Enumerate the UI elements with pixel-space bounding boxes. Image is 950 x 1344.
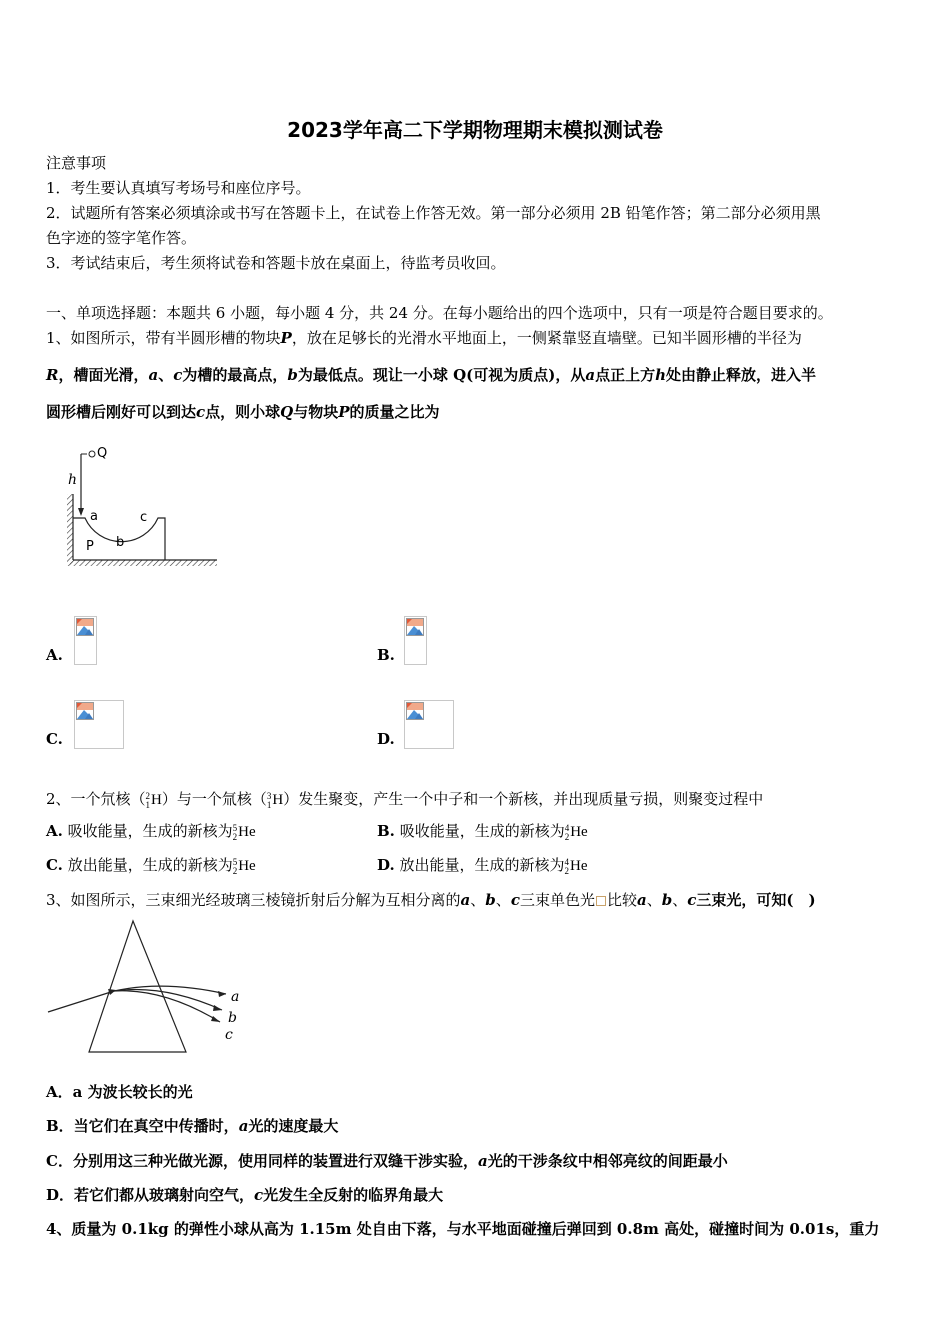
broken-image-icon xyxy=(406,702,424,720)
q1-text: 1、如图所示，带有半圆形槽的物块 xyxy=(46,329,281,347)
q1-option-b[interactable]: B. xyxy=(377,646,395,664)
q1-var-a: a xyxy=(148,366,159,384)
q1-text: 的质量之比为 xyxy=(349,403,440,421)
q2-text: ）发生聚变，产生一个中子和一个新核，并出现质量亏损，则聚变过程中 xyxy=(283,790,764,808)
label-Q: Q xyxy=(97,446,108,461)
q1-line-1 xyxy=(46,327,802,348)
ground-hatch xyxy=(70,560,217,566)
q4-stem: 4、质量为 0.1kg 的弹性小球从高为 1.15m 处自由下落，与水平地面碰撞后弹回到 0.8m 高处，碰撞时间为 0.01s，重力 xyxy=(46,1220,880,1238)
q1-text: 圆形槽后刚好可以到达 xyxy=(46,403,197,421)
q1-var-b: b xyxy=(287,366,298,384)
q3-stem: 3、如图所示，三束细光经玻璃三棱镜折射后分解为互相分离的a、b、c三束单色光 比较a、b、c三束光，可知( ) xyxy=(46,891,816,909)
q1-option-d-image xyxy=(404,700,454,749)
q1-option-a-image xyxy=(74,616,97,665)
deuteron-symbol: 2 1 H xyxy=(145,790,162,810)
q3-text: 三束光，可知( ) xyxy=(696,891,816,909)
q2-text: ）与一个氚核（ xyxy=(161,790,267,808)
helium-symbol: 5 2 He xyxy=(232,856,256,876)
label-b: b xyxy=(228,1010,237,1026)
q1-option-a[interactable]: A. xyxy=(46,646,63,664)
q1-text: ，槽面光滑， xyxy=(58,366,149,384)
q1-var-c: c xyxy=(173,366,183,384)
q1-var-P: P xyxy=(280,329,292,347)
q1-option-b-image xyxy=(404,616,427,665)
q1-text: 为最低点。现让一小球 Q(可视为质点)，从 xyxy=(297,366,586,384)
q2-option-b[interactable]: B. 吸收能量，生成的新核为 4 2 He xyxy=(377,822,588,842)
label-c: c xyxy=(225,1027,233,1043)
wall-hatch xyxy=(67,494,73,566)
label-P: P xyxy=(86,539,94,554)
q1-var-c: c xyxy=(196,403,206,421)
q2-stem xyxy=(46,788,763,810)
broken-image-icon xyxy=(76,618,94,636)
label-a: a xyxy=(231,989,240,1005)
q2-text: 2、一个氘核（ xyxy=(46,790,146,808)
q1-var-Q: Q xyxy=(280,403,294,421)
q1-text: ，放在足够长的光滑水平地面上，一侧紧靠竖直墙壁。已知半圆形槽的半径为 xyxy=(291,329,802,347)
q1-option-c[interactable]: C. xyxy=(46,730,63,748)
q1-text: 与物块 xyxy=(293,403,339,421)
q1-option-d[interactable]: D. xyxy=(377,730,395,748)
q1-option-c-image xyxy=(74,700,124,749)
helium-symbol: 4 2 He xyxy=(564,856,588,876)
q2-option-c[interactable]: C. 放出能量，生成的新核为 5 2 He xyxy=(46,856,256,876)
q1-var-a: a xyxy=(585,366,596,384)
notice-item-1: 1．考生要认真填写考场号和座位序号。 xyxy=(46,179,311,197)
broken-image-icon xyxy=(596,896,606,906)
q1-text: 为槽的最高点， xyxy=(182,366,288,384)
q2-option-a[interactable]: A. 吸收能量，生成的新核为 5 2 He xyxy=(46,822,256,842)
notice-item-2: 2．试题所有答案必须填涂或书写在答题卡上，在试卷上作答无效。第一部分必须用 2B 铅笔作答；第二部分必须用黑 xyxy=(46,204,821,222)
notice-item-3: 3．考试结束后，考生须将试卷和答题卡放在桌面上，待监考员收回。 xyxy=(46,254,506,272)
label-c: c xyxy=(140,510,148,525)
helium-symbol: 4 2 He xyxy=(564,822,588,842)
q3-option-b[interactable]: B．当它们在真空中传播时，a光的速度最大 xyxy=(46,1117,339,1135)
q1-line-2 xyxy=(46,364,816,385)
label-b: b xyxy=(116,535,125,550)
notice-item-2-cont: 色字迹的签字笔作答。 xyxy=(46,229,197,247)
broken-image-icon xyxy=(406,618,424,636)
q3-option-c[interactable]: C．分别用这三种光做光源，使用同样的装置进行双缝干涉实验，a光的干涉条纹中相邻亮纹的间距最小 xyxy=(46,1152,728,1170)
q3-text: 比较 xyxy=(606,891,637,909)
q3-option-a[interactable]: A．a 为波长较长的光 xyxy=(46,1083,193,1101)
notice-heading: 注意事项 xyxy=(46,154,107,172)
q1-var-h: h xyxy=(655,366,667,384)
section-heading: 一、单项选择题：本题共 6 小题，每小题 4 分，共 24 分。在每小题给出的四个选项中，只有一项是符合题目要求的。 xyxy=(46,304,833,322)
q3-figure-prism xyxy=(44,918,254,1058)
broken-image-icon xyxy=(76,702,94,720)
q1-sep: 、 xyxy=(158,366,174,384)
label-a: a xyxy=(90,509,98,524)
q2-option-d[interactable]: D. 放出能量，生成的新核为 4 2 He xyxy=(377,856,588,876)
q3-text: 三束单色光 xyxy=(519,891,595,909)
helium-symbol: 5 2 He xyxy=(232,822,256,842)
q1-text: 点正上方 xyxy=(595,366,656,384)
q3-option-d[interactable]: D．若它们都从玻璃射向空气，c光发生全反射的临界角最大 xyxy=(46,1186,444,1204)
label-h: h xyxy=(68,472,78,488)
page-title: 2023学年高二下学期物理期末模拟测试卷 xyxy=(287,118,663,142)
q3-text: 3、如图所示，三束细光经玻璃三棱镜折射后分解为互相分离的 xyxy=(46,891,461,909)
q1-var-R: R xyxy=(46,366,59,384)
q1-text: 处由静止释放，进入半 xyxy=(666,366,817,384)
q1-text: 点，则小球 xyxy=(205,403,281,421)
q1-figure-block-groove xyxy=(60,438,225,573)
triton-symbol: 3 1 H xyxy=(266,790,284,810)
ball-Q xyxy=(89,451,95,457)
q1-var-P: P xyxy=(338,403,350,421)
q1-line-3 xyxy=(46,401,440,422)
